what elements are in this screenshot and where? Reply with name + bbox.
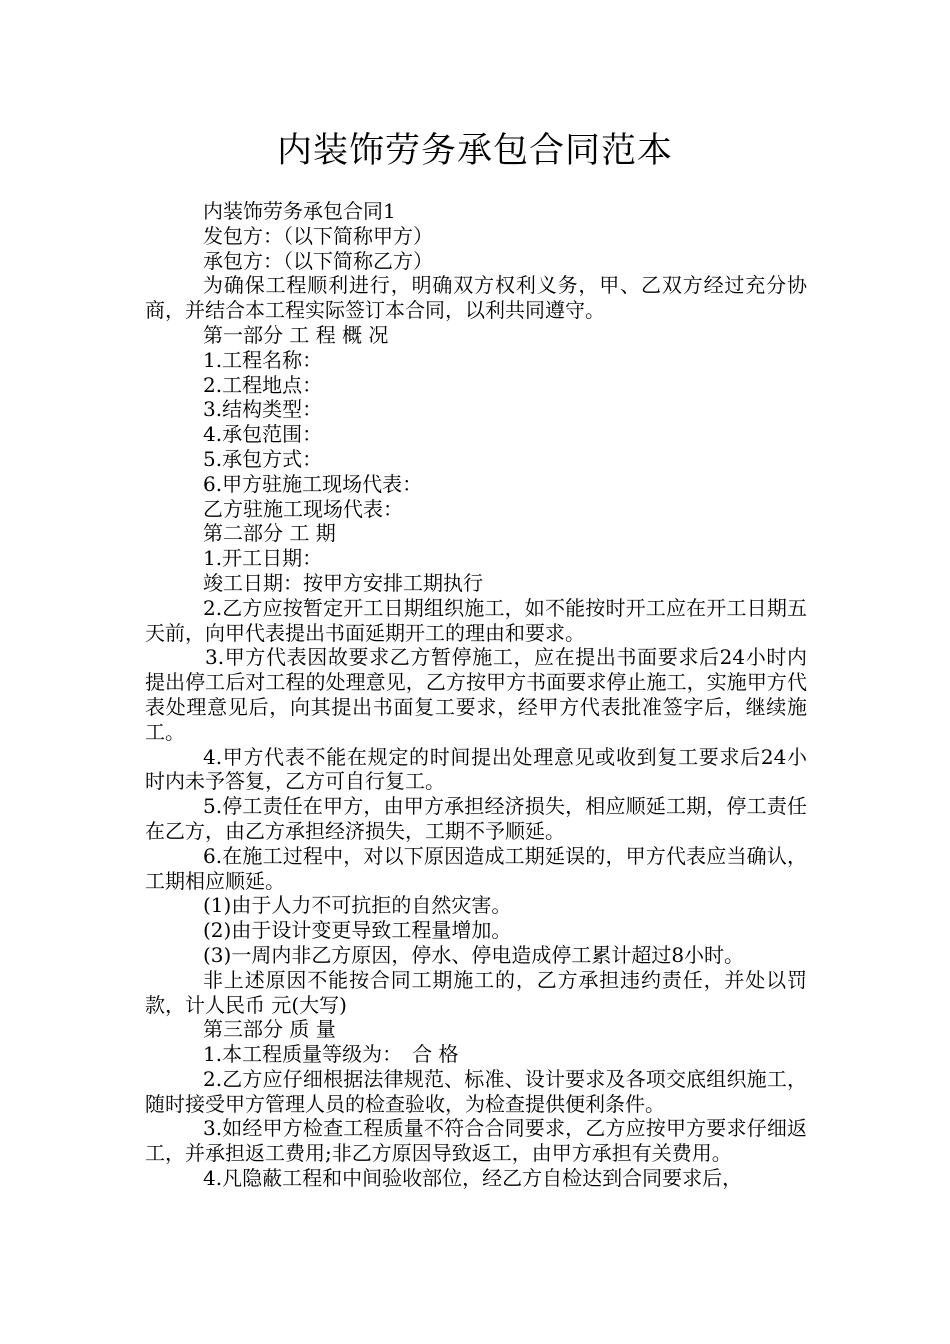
clause-quality-2: 2.乙方应仔细根据法律规范、标准、设计要求及各项交底组织施工，随时接受甲方管理人员的检查验收，为检查提供便利条件。 bbox=[145, 1066, 807, 1116]
clause-quality-3: 3.如经甲方检查工程质量不符合合同要求，乙方应按甲方要求仔细返工，并承担返工费用;非乙方原因导致返工，由甲方承担有关费用。 bbox=[145, 1116, 807, 1166]
clause-contract-scope: 4.承包范围： bbox=[203, 422, 323, 447]
party-b-line: 承包方：（以下简称乙方） bbox=[203, 248, 433, 273]
clause-project-location: 2.工程地点： bbox=[203, 372, 323, 397]
clause-party-b-rep: 乙方驻施工现场代表： bbox=[203, 496, 403, 521]
party-a-line: 发包方：（以下简称甲方） bbox=[203, 223, 433, 248]
clause-completion-date: 竣工日期：按甲方安排工期执行 bbox=[203, 570, 483, 595]
clause-contract-method: 5.承包方式： bbox=[203, 446, 323, 471]
clause-penalty: 非上述原因不能按合同工期施工的，乙方承担违约责任，并处以罚款，计人民币 元(大写) bbox=[145, 967, 807, 1017]
document-body bbox=[145, 199, 807, 1191]
sub-clause-2: (2)由于设计变更导致工程量增加。 bbox=[203, 918, 512, 943]
sub-clause-3: (3)一周内非乙方原因，停水、停电造成停工累计超过8小时。 bbox=[203, 942, 745, 967]
preamble-paragraph: 为确保工程顺利进行，明确双方权利义务，甲、乙双方经过充分协商，并结合本工程实际签订本合同，以利共同遵守。 bbox=[145, 273, 807, 323]
clause-schedule-6: 6.在施工过程中，对以下原因造成工期延误的，甲方代表应当确认，工期相应顺延。 bbox=[145, 843, 807, 893]
document-title: 内装饰劳务承包合同范本 bbox=[276, 131, 673, 171]
clause-quality-4: 4.凡隐蔽工程和中间验收部位，经乙方自检达到合同要求后， bbox=[203, 1166, 743, 1191]
section-heading-3: 第三部分 质 量 bbox=[203, 1017, 336, 1042]
clause-project-name: 1.工程名称： bbox=[203, 347, 323, 372]
clause-schedule-4: 4.甲方代表不能在规定的时间提出处理意见或收到复工要求后24小时内未予答复，乙方可自行复工。 bbox=[145, 744, 807, 794]
clause-structure-type: 3.结构类型： bbox=[203, 397, 323, 422]
clause-party-a-rep: 6.甲方驻施工现场代表： bbox=[203, 471, 423, 496]
clause-quality-1: 1.本工程质量等级为： 合 格 bbox=[203, 1042, 459, 1067]
clause-schedule-3: 3.甲方代表因故要求乙方暂停施工，应在提出书面要求后24小时内提出停工后对工程的处理意见，乙方按甲方书面要求停止施工，实施甲方代表处理意见后，向其提出书面复工要求，经甲方代表批准签字后，继续施工。 bbox=[145, 645, 807, 744]
clause-start-date: 1.开工日期： bbox=[203, 546, 323, 571]
section-heading-2: 第二部分 工 期 bbox=[203, 521, 336, 546]
clause-schedule-5: 5.停工责任在甲方，由甲方承担经济损失，相应顺延工期，停工责任在乙方，由乙方承担经济损失，工期不予顺延。 bbox=[145, 794, 807, 843]
section-heading-1: 第一部分 工 程 概 况 bbox=[203, 322, 389, 347]
sub-clause-1: (1)由于人力不可抗拒的自然灾害。 bbox=[203, 893, 512, 918]
clause-schedule-2: 2.乙方应按暂定开工日期组织施工，如不能按时开工应在开工日期五天前，向甲代表提出书面延期开工的理由和要求。 bbox=[145, 595, 807, 645]
contract-heading: 内装饰劳务承包合同1 bbox=[203, 199, 396, 223]
